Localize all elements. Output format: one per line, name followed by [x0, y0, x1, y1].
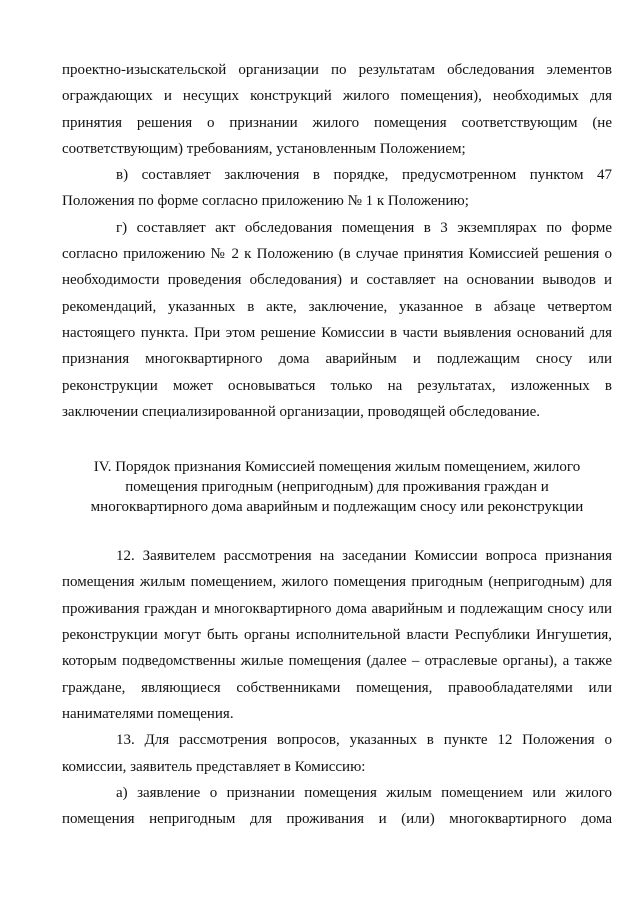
- paragraph-continued: проектно-изыскательской организации по результатам обследования элементов ограждающих и несущих конструкций жилого помещения), необходимых для принятия решения о признании жилого помещения соответствующим (не соответствующим) требованиям, установленным Положением;: [62, 62, 612, 157]
- paragraph-12: 12. Заявителем рассмотрения на заседании Комиссии вопроса признания помещения жилым помещением, жилого помещения пригодным (непригодным) для проживания граждан и многоквартирного дома аварийным и подлежащим сносу или реконструкции могут быть органы исполнительной власти Республики Ингушетия, которым подведомственны жилые помещения (далее – отраслевые органы), а также граждане, являющиеся собственниками помещения, правообладателями или нанимателями помещения.: [62, 548, 612, 722]
- paragraph-item-v: в) составляет заключения в порядке, предусмотренном пунктом 47 Положения по форме согласно приложению № 1 к Положению;: [62, 167, 612, 210]
- paragraph-item-g: г) составляет акт обследования помещения в 3 экземплярах по форме согласно приложению № 2 к Положению (в случае принятия Комиссией решения о необходимости проведения обследования) и составляет на основании выводов и рекомендаций, указанных в акте, заключение, указанное в абзаце четвертом настоящего пункта. При этом решение Комиссии в части выявления оснований для признания многоквартирного дома аварийным и подлежащим сносу или реконструкции может основываться только на результатах, изложенных в заключении специализированной организации, проводящей обследование.: [62, 219, 612, 420]
- paragraph-13: 13. Для рассмотрения вопросов, указанных в пункте 12 Положения о комиссии, заявитель представляет в Комиссию:: [62, 732, 612, 775]
- paragraph-item-a: а) заявление о признании помещения жилым помещением или жилого помещения непригодным для проживания и (или) многоквартирного дома: [62, 784, 612, 828]
- document-page: [62, 57, 612, 832]
- section-heading: IV. Порядок признания Комиссией помещения жилым помещением, жилого помещения пригодным (непригодным) для проживания граждан и многоквартирного дома аварийным и подлежащим сносу или реконструкции: [90, 459, 584, 516]
